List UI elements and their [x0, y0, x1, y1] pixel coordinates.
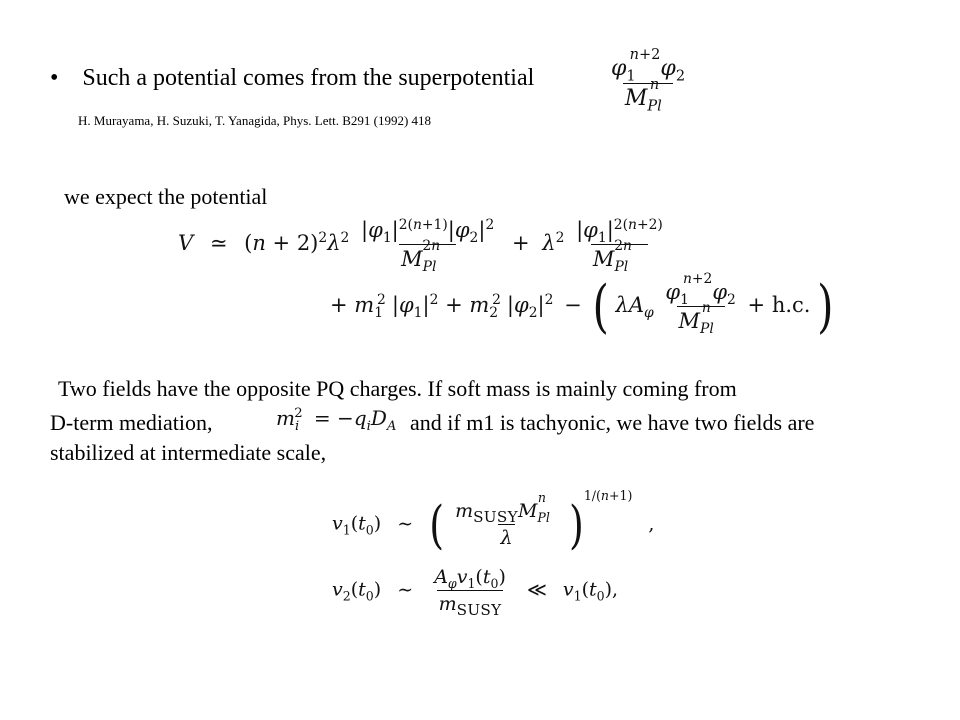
potential-equation-line1: V ≃ $(n + 2)^2\lambda^2$ $\frac{|\varphi_1|^{2(n+1)}|\varphi_2|^2}{M_{Pl}^{2n}}$ + $\lambda^2$ $\frac{|\varphi_1|^{2(n+2)}}{M_{Pl}^{2n}}$	[178, 217, 663, 276]
potential-intro: we expect the potential	[64, 184, 268, 209]
vev-equation-2: $v_2(t_0)$ ∼ $\frac{A_\varphi v_1(t_0)}{m_{SUSY}}$ ≪ $v_1(t_0)$,	[332, 566, 619, 619]
dterm-mass-formula: $m_i^2 = -q_iD_A$	[276, 406, 397, 434]
paragraph-line-1: Two fields have the opposite PQ charges. If soft mass is mainly coming from	[58, 376, 737, 401]
citation-reference: H. Murayama, H. Suzuki, T. Yanagida, Phys. Lett. B291 (1992) 418	[78, 113, 432, 128]
paragraph-line-3: stabilized at intermediate scale,	[50, 440, 327, 465]
bullet-symbol: •	[50, 65, 59, 91]
bullet-line	[50, 66, 534, 90]
superpotential-formula: $\frac{\varphi_1^{n+2}\varphi_2}{M_{Pl}^n}$	[611, 46, 686, 115]
paragraph-line-2b: and if m1 is tachyonic, we have two fields are	[410, 410, 815, 435]
superpotential-statement: Such a potential comes from the superpotential	[82, 65, 535, 91]
potential-equation-line2: + $m_1^2$ $|\varphi_1|^2 + m_2^2$ $|\varphi_2|^2$ − ( $\lambda A_\varphi$ $\frac{\varphi_1^{n+2}\varphi_2}{M_{Pl}^n}$ + h.c. )	[330, 271, 834, 340]
paragraph-line-2a: D-term mediation,	[50, 410, 213, 435]
vev-equation-1: $v_1(t_0)$ ∼ ( $\frac{m_{SUSY}M_{Pl}^n}{\lambda}$ )$^{1/(n+1)}$ ,	[332, 488, 655, 555]
